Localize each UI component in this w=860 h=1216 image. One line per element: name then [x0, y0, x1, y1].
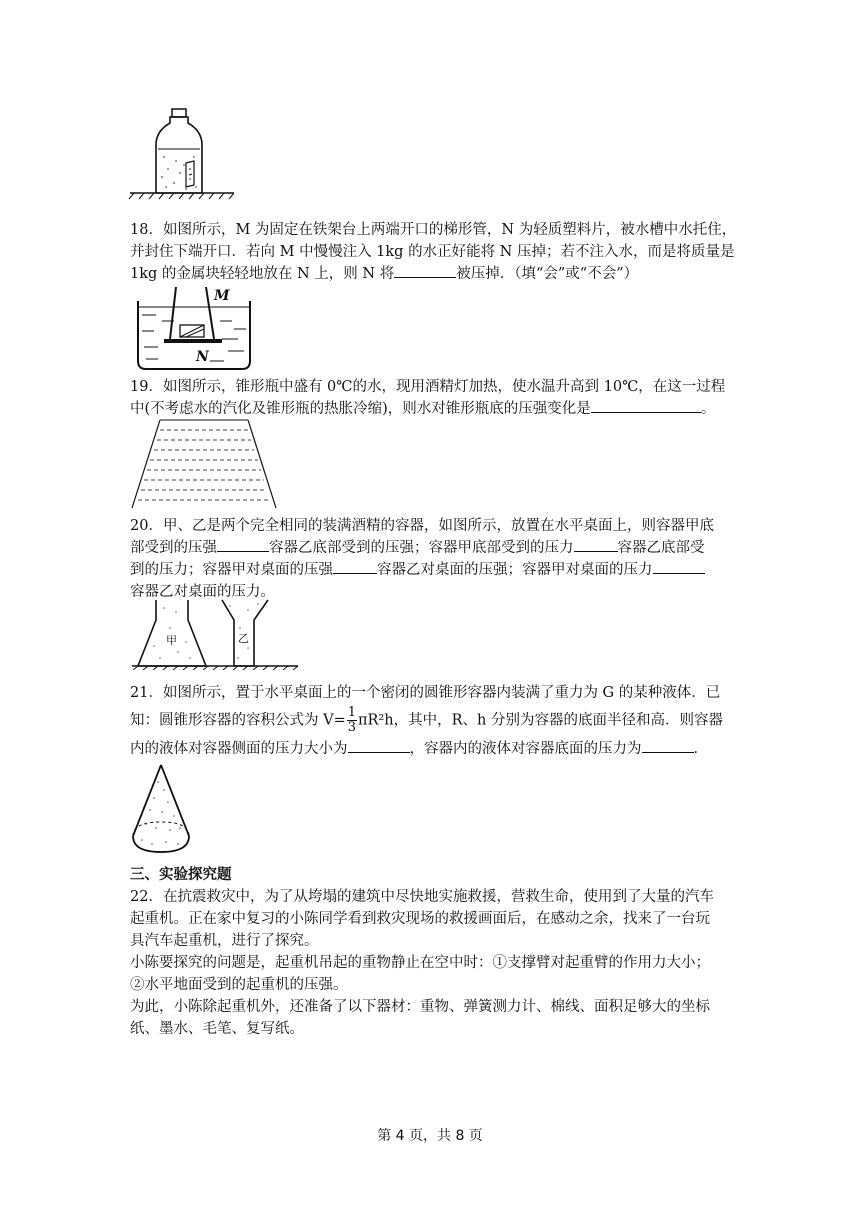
q19-answer-blank[interactable]: [591, 398, 701, 413]
q21-text-c: 内的液体对容器侧面的压力大小为: [130, 741, 348, 757]
q19-text-a: 中(不考虑水的汽化及锥形瓶的热胀冷缩)，则水对锥形瓶底的压强变化是: [130, 401, 591, 417]
q19-text-line-1: 19．如图所示，锥形瓶中盛有 0℃的水，现用酒精灯加热，使水温升高到 10℃，在这一过程: [130, 379, 726, 395]
trapezoid-tube-figure: [134, 285, 254, 371]
q21-text-line-2: [130, 706, 723, 735]
q18-answer-blank[interactable]: [394, 263, 456, 278]
q22-text-line-6: 为此，小陈除起重机外，还准备了以下器材：重物、弹簧测力计、棉线、面积足够大的坐标: [130, 999, 710, 1015]
fraction-denominator: 3: [347, 720, 357, 735]
q20-text-d: 到的压力；容器甲对桌面的压强: [130, 562, 333, 578]
q20-text-c: 容器乙底部受: [617, 540, 705, 556]
q20-text-b: 容器乙底部受到的压强；容器甲底部受到的压力: [269, 540, 574, 556]
q21-text-b: πR²h，其中，R、h 分别为容器的底面半径和高．则容器: [358, 712, 723, 729]
label-m: M: [214, 288, 230, 304]
q22-text-line-7: 纸、墨水、毛笔、复写纸。: [130, 1021, 304, 1037]
q19-text-b: 。: [700, 401, 716, 417]
label-jia: 甲: [166, 634, 177, 647]
conical-flask-figure: [130, 418, 278, 510]
q21-text-a: 知：圆锥形容器的容积公式为 V=: [130, 712, 346, 729]
q21-blank-1[interactable]: [348, 738, 410, 753]
q20-text-line-1: 20．甲、乙是两个完全相同的装满酒精的容器，如图所示，放置在水平桌面上，则容器甲底: [130, 518, 714, 534]
q22-text-line-4: 小陈要探究的问题是，起重机吊起的重物静止在空中时：①支撑臂对起重臂的作用力大小；: [130, 955, 710, 971]
q18-text-line-2: 并封住下端开口．若向 M 中慢慢注入 1kg 的水正好能将 N 压掉；若不注入水，而是将质量是: [130, 244, 735, 260]
q22-text-line-1: 22．在抗震救灾中，为了从垮塌的建筑中尽快地实施救援，营救生命，使用到了大量的汽车: [130, 889, 714, 905]
q20-text-line-3: [130, 559, 705, 581]
q21-text-line-1: 21．如图所示，置于水平桌面上的一个密闭的圆锥形容器内装满了重力为 G 的某种液体．已: [130, 685, 721, 701]
q21-text-d: ，容器内的液体对容器底面的压力为: [409, 741, 642, 757]
q22-text-line-3: 具汽车起重机，进行了探究。: [130, 933, 319, 949]
q20-blank-2[interactable]: [574, 537, 618, 552]
bottle-figure: [128, 105, 238, 200]
q18-text-line-3: [130, 263, 638, 285]
two-containers-figure: [130, 598, 300, 670]
q20-text-line-2: [130, 537, 705, 559]
fraction-one-third: [347, 706, 357, 735]
q21-blank-2[interactable]: [642, 738, 694, 753]
label-yi: 乙: [238, 632, 249, 645]
q18-text-a: 1kg 的金属块轻轻地放在 N 上，则 N 将: [130, 266, 395, 282]
q20-blank-3[interactable]: [333, 559, 377, 574]
q18-text-line-1: 18．如图所示，M 为固定在铁架台上两端开口的梯形管，N 为轻质塑料片，被水槽中水托住，: [130, 222, 737, 238]
q20-blank-4[interactable]: [653, 559, 705, 574]
q22-text-line-5: ②水平地面受到的起重机的压强。: [130, 977, 348, 993]
q20-blank-1[interactable]: [217, 537, 269, 552]
q20-text-a: 部受到的压强: [130, 540, 217, 556]
cone-figure: [128, 762, 194, 858]
q21-text-e: ．: [693, 741, 708, 757]
section-heading: 三、实验探究题: [130, 867, 232, 883]
page-footer: 第 4 页，共 8 页: [377, 1128, 483, 1144]
q21-text-line-3: [130, 738, 708, 760]
q20-text-line-4: 容器乙对桌面的压力。: [130, 584, 275, 600]
fraction-numerator: 1: [347, 705, 357, 720]
q20-text-e: 容器乙对桌面的压强；容器甲对桌面的压力: [377, 562, 653, 578]
q22-text-line-2: 起重机。正在家中复习的小陈同学看到救灾现场的救援画面后，在感动之余，找来了一台玩: [130, 911, 710, 927]
q19-text-line-2: [130, 398, 715, 420]
q18-text-b: 被压掉．（填“会”或“不会”）: [456, 266, 639, 282]
label-n: N: [196, 349, 209, 365]
